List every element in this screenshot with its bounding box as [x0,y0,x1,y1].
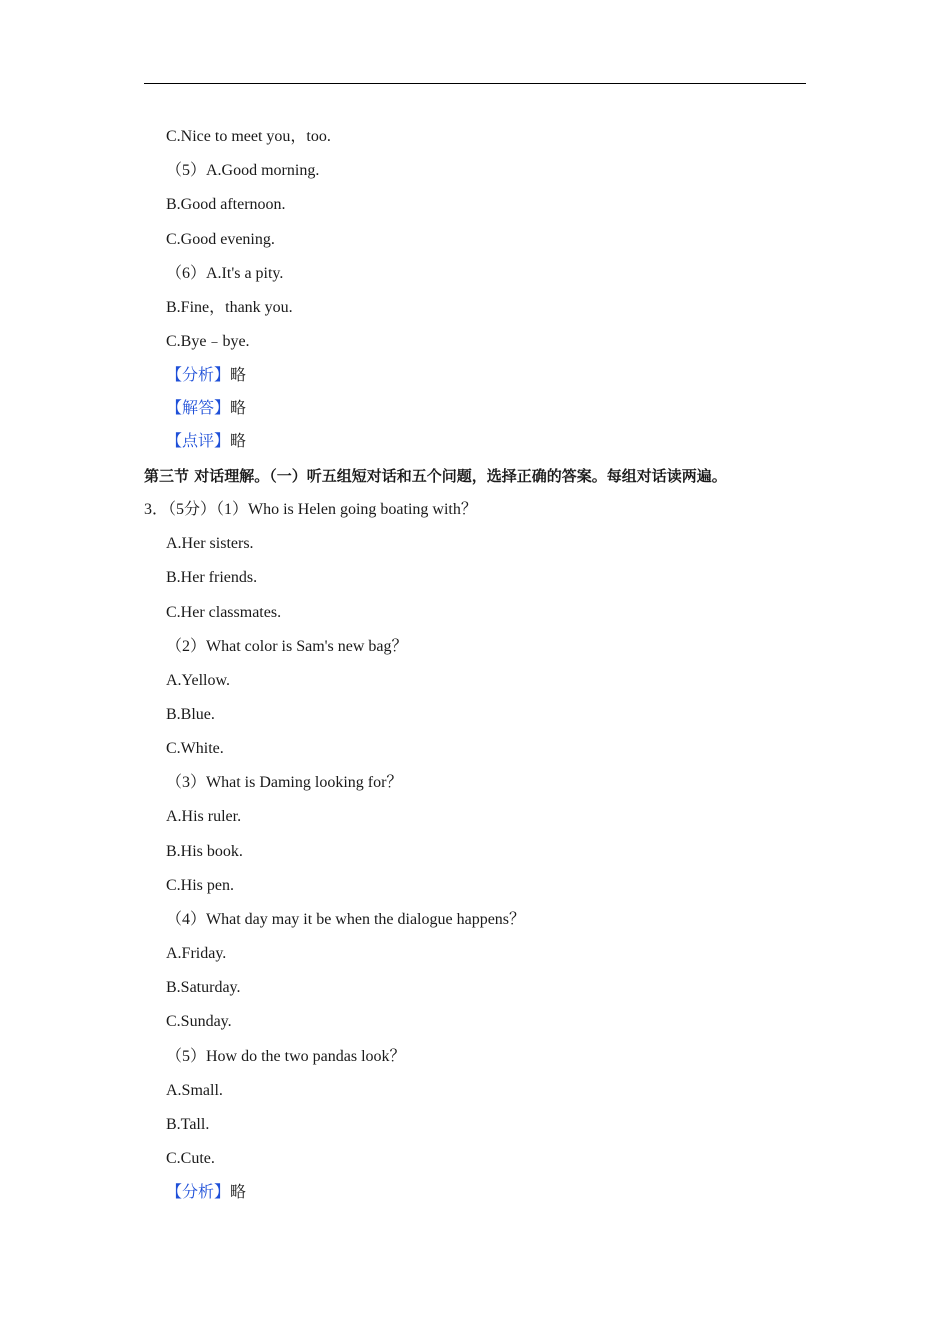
option-line: C.Bye﹣bye. [166,333,250,350]
question-3-header: 3．（5分）（1）Who is Helen going boating with？ [144,501,477,518]
analysis-tag: 【分析】 [166,1184,231,1201]
question-line: （4）What day may it be when the dialogue happens？ [166,911,526,928]
comment-text: 略 [230,433,247,450]
final-analysis-note [166,1183,246,1203]
option-line: B.Her friends. [166,569,258,586]
option-line: C.His pen. [166,877,234,894]
option-line: C.White. [166,740,224,757]
analysis-text: 略 [230,1184,247,1201]
option-line: B.Fine，thank you. [166,299,293,316]
option-line: C.Sunday. [166,1013,232,1030]
answer-text: 略 [230,400,247,417]
option-line: A.Friday. [166,945,227,962]
option-line: C.Good evening. [166,231,275,248]
option-line: A.His ruler. [166,808,242,825]
option-line: B.Blue. [166,706,215,723]
header-rule [144,83,806,84]
option-line: B.Tall. [166,1116,210,1133]
section-heading: 第三节 对话理解。（一）听五组短对话和五个问题，选择正确的答案。每组对话读两遍。 [144,467,727,485]
option-line: A.Her sisters. [166,535,254,552]
answer-note [166,399,246,419]
question-line: （5）A.Good morning. [166,162,320,179]
comment-tag: 【点评】 [166,433,231,450]
option-line: A.Small. [166,1082,223,1099]
option-line: C.Nice to meet you，too. [166,128,331,145]
option-line: C.Cute. [166,1150,215,1167]
analysis-text: 略 [230,367,247,384]
question-line: （5）How do the two pandas look？ [166,1048,406,1065]
question-line: （6）A.It's a pity. [166,265,284,282]
question-line: （3）What is Daming looking for？ [166,774,403,791]
analysis-tag: 【分析】 [166,367,231,384]
option-line: B.His book. [166,843,243,860]
analysis-note [166,366,246,386]
option-line: A.Yellow. [166,672,231,689]
comment-note [166,432,246,452]
option-line: B.Good afternoon. [166,196,286,213]
answer-tag: 【解答】 [166,400,231,417]
question-line: （2）What color is Sam's new bag？ [166,638,408,655]
option-line: B.Saturday. [166,979,241,996]
option-line: C.Her classmates. [166,604,282,621]
